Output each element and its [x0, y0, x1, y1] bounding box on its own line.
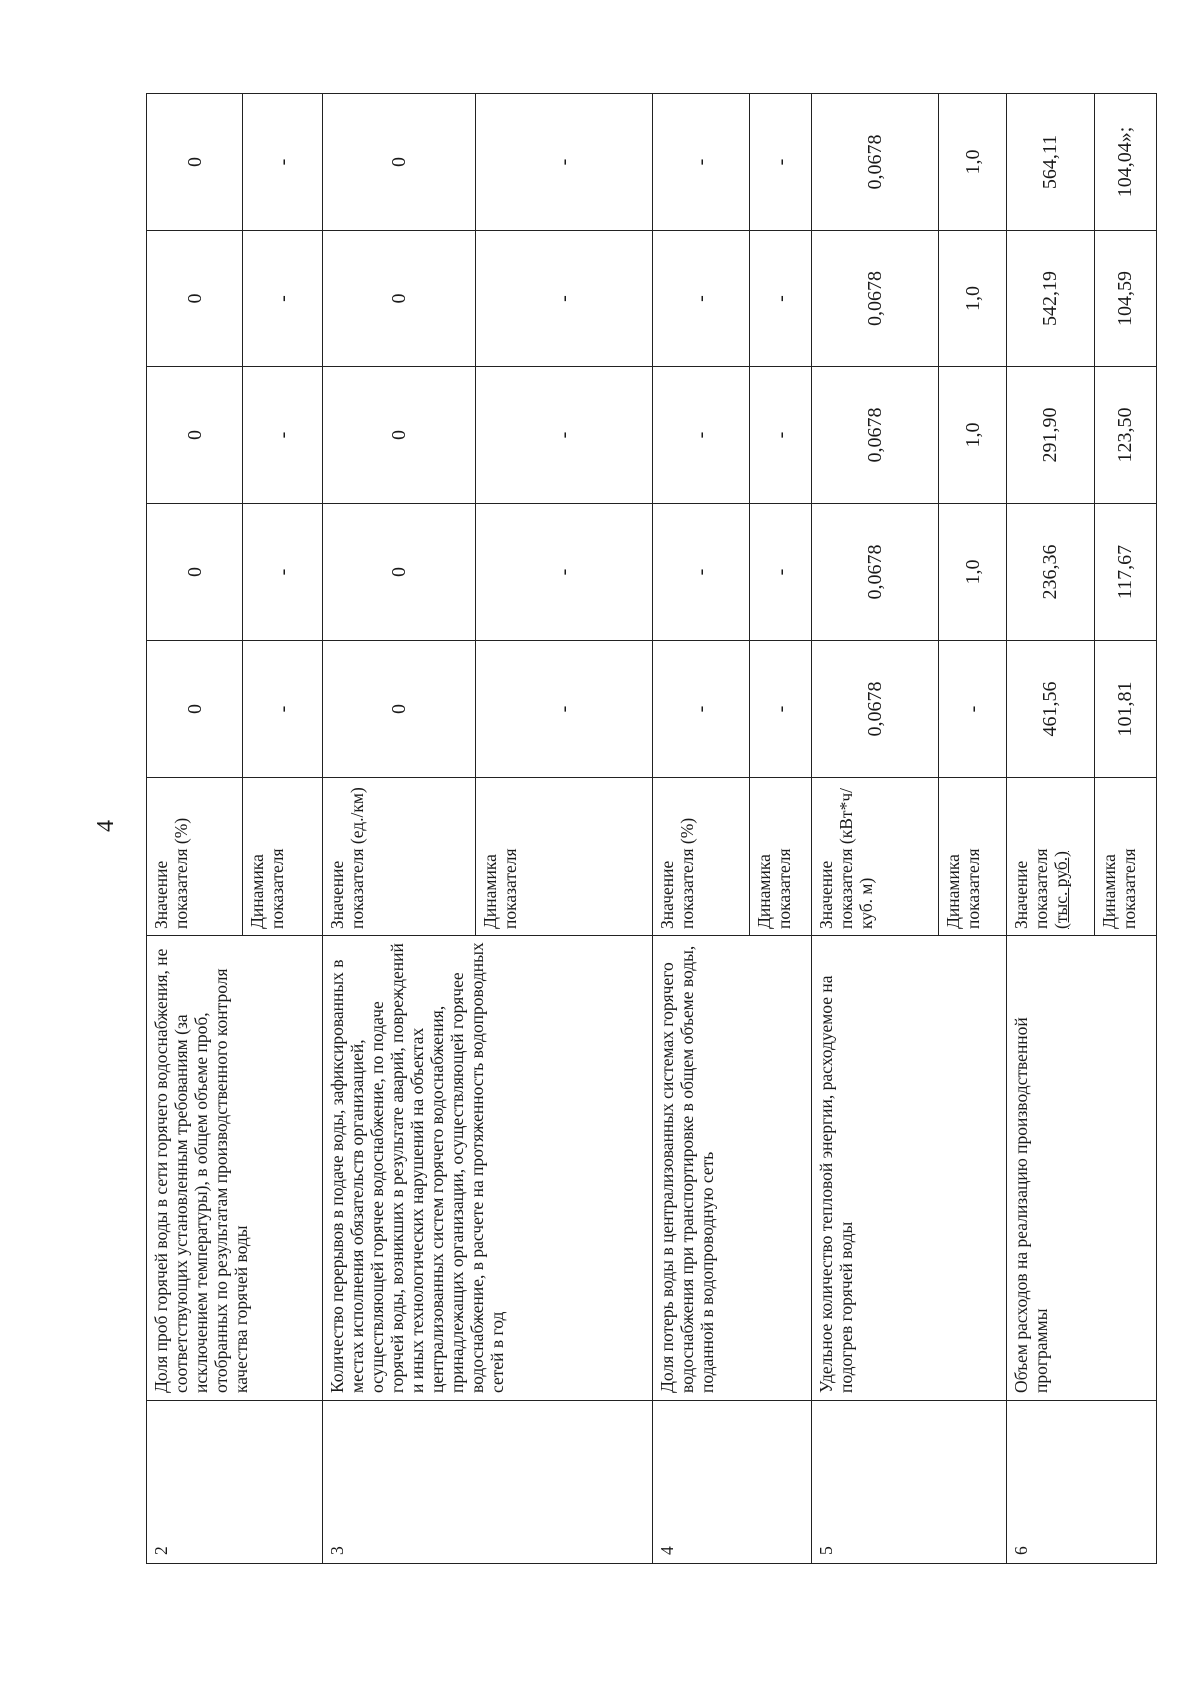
value-cell: 1,0 — [939, 367, 1007, 504]
value-cell: - — [243, 94, 322, 231]
value-cell: 0 — [322, 641, 475, 778]
value-cell: - — [243, 231, 322, 367]
indicator-unit-label: Значение показателя — [1011, 848, 1052, 929]
row-description: Количество перерывов в подаче воды, зафиксированных в местах исполнения обязательств организацией, осуществляющей горячее водоснабжение, по подаче горячей воды, возникших в результате аварий, повреждений и иных технологических нарушений на объектах централизованных систем горячего водоснабжения, принадлежащих организации, осуществляющей горячее водоснабжение, в расчете на протяженность водопроводных сетей в год — [322, 936, 652, 1401]
value-cell: - — [652, 231, 749, 367]
row-description: Доля потерь воды в централизованных системах горячего водоснабжения при транспортировке в общем объеме воды, поданной в водопроводную сеть — [652, 936, 812, 1401]
indicator-unit: Динамика показателя — [939, 778, 1007, 936]
row-description: Удельное количество тепловой энергии, расходуемое на подогрев горячей воды — [812, 936, 1007, 1401]
value-cell: 104,04»; — [1094, 94, 1156, 231]
value-cell: 564,11 — [1007, 94, 1094, 231]
value-cell: 1,0 — [939, 94, 1007, 231]
value-cell: - — [475, 94, 652, 231]
indicators-table-rotated — [146, 94, 1157, 1564]
value-cell: 461,56 — [1007, 641, 1094, 778]
value-cell: - — [475, 504, 652, 641]
value-cell: - — [652, 94, 749, 231]
value-cell: - — [750, 367, 812, 504]
table-row — [1007, 94, 1094, 1564]
value-cell: 1,0 — [939, 231, 1007, 367]
value-cell: - — [939, 641, 1007, 778]
value-cell: 0 — [322, 367, 475, 504]
row-number: 6 — [1007, 1401, 1157, 1564]
indicator-unit: Значение показателя (кВт*ч/куб. м) — [812, 778, 939, 936]
indicator-unit-measure: (тыс. руб.) — [1051, 851, 1072, 929]
indicators-table — [146, 93, 1157, 1564]
value-cell: 291,90 — [1007, 367, 1094, 504]
row-number: 4 — [652, 1401, 812, 1564]
value-cell: 0 — [147, 504, 243, 641]
value-cell: 0 — [322, 231, 475, 367]
value-cell: - — [652, 504, 749, 641]
value-cell: - — [475, 231, 652, 367]
value-cell: - — [243, 641, 322, 778]
value-cell: 0,0678 — [812, 367, 939, 504]
value-cell: - — [652, 367, 749, 504]
value-cell: - — [243, 367, 322, 504]
indicator-unit: Динамика показателя — [243, 778, 322, 936]
value-cell: 0 — [147, 94, 243, 231]
indicator-unit: Динамика показателя — [1094, 778, 1156, 936]
table-row — [322, 94, 475, 1564]
indicator-unit: Значение показателя (%) — [652, 778, 749, 936]
value-cell: - — [652, 641, 749, 778]
table-row — [812, 94, 939, 1564]
indicator-unit — [1007, 778, 1094, 936]
value-cell: - — [750, 94, 812, 231]
value-cell: - — [475, 641, 652, 778]
value-cell: 0,0678 — [812, 504, 939, 641]
indicator-unit: Значение показателя (ед./км) — [322, 778, 475, 936]
value-cell: 0 — [147, 231, 243, 367]
indicator-unit: Значение показателя (%) — [147, 778, 243, 936]
value-cell: 117,67 — [1094, 504, 1156, 641]
value-cell: 101,81 — [1094, 641, 1156, 778]
value-cell: - — [243, 504, 322, 641]
value-cell: 236,36 — [1007, 504, 1094, 641]
table-row — [652, 94, 749, 1564]
table-row — [147, 94, 243, 1564]
value-cell: 0,0678 — [812, 94, 939, 231]
page-number: 4 — [93, 820, 119, 832]
row-number: 3 — [322, 1401, 652, 1564]
value-cell: - — [750, 231, 812, 367]
indicator-unit: Динамика показателя — [750, 778, 812, 936]
value-cell: 0 — [147, 641, 243, 778]
value-cell: 0 — [322, 504, 475, 641]
row-number: 2 — [147, 1401, 323, 1564]
row-number: 5 — [812, 1401, 1007, 1564]
value-cell: 123,50 — [1094, 367, 1156, 504]
value-cell: 0,0678 — [812, 231, 939, 367]
row-description: Доля проб горячей воды в сети горячего водоснабжения, не соответствующих установленным требованиям (за исключением температуры), в общем объеме проб, отобранных по результатам производственного контроля качества горячей воды — [147, 936, 323, 1401]
value-cell: 0 — [322, 94, 475, 231]
row-description: Объем расходов на реализацию производственной программы — [1007, 936, 1157, 1401]
value-cell: 104,59 — [1094, 231, 1156, 367]
value-cell: - — [475, 367, 652, 504]
value-cell: 1,0 — [939, 504, 1007, 641]
value-cell: 0,0678 — [812, 641, 939, 778]
indicator-unit: Динамика показателя — [475, 778, 652, 936]
value-cell: 0 — [147, 367, 243, 504]
value-cell: 542,19 — [1007, 231, 1094, 367]
value-cell: - — [750, 641, 812, 778]
value-cell: - — [750, 504, 812, 641]
